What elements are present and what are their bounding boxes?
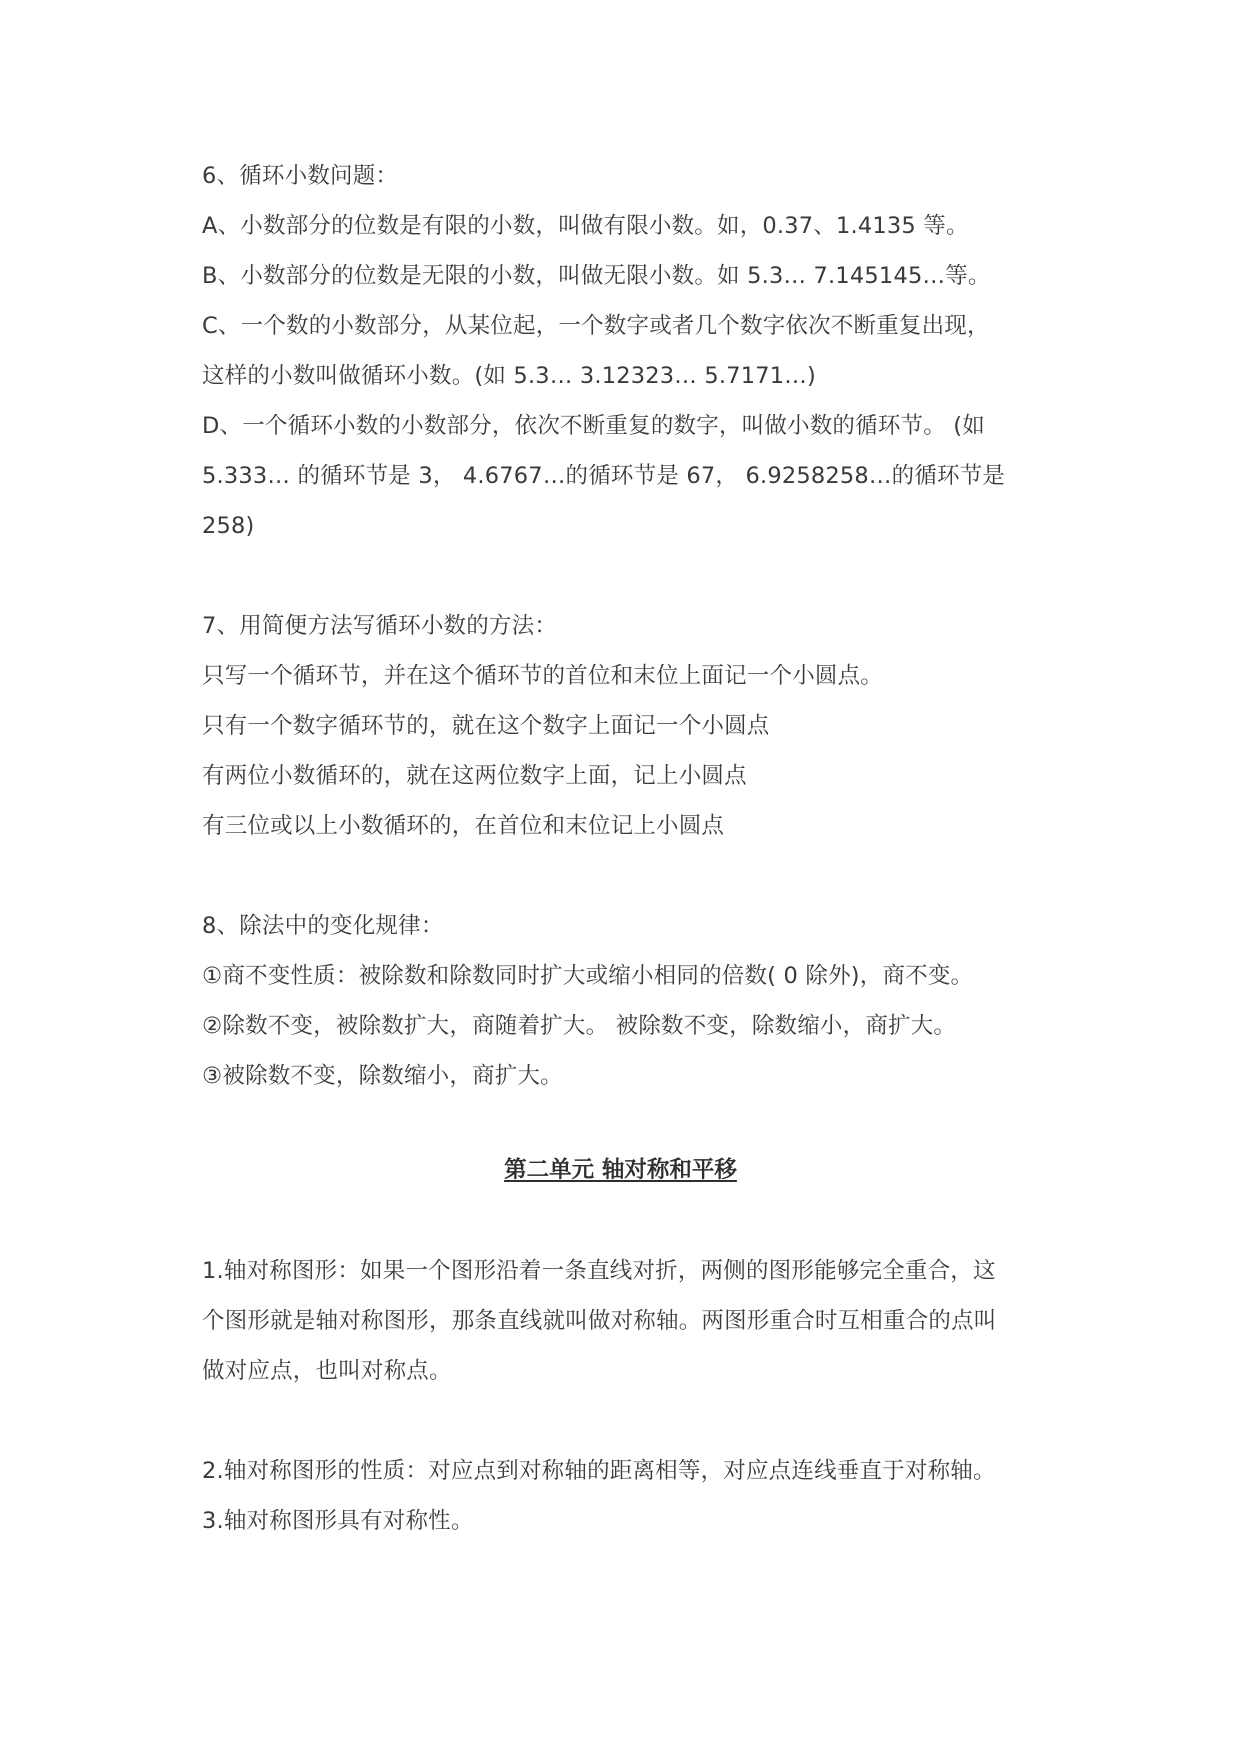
section-8-rule-1: ①商不变性质：被除数和除数同时扩大或缩小相同的倍数( 0 除外)，商不变。: [202, 963, 974, 989]
section-6-item-d-line-1: D、一个循环小数的小数部分，依次不断重复的数字，叫做小数的循环节。 (如: [202, 413, 985, 439]
unit-2-paragraph-3: 3.轴对称图形具有对称性。: [202, 1508, 474, 1534]
section-6-item-c-line-1: C、一个数的小数部分，从某位起，一个数字或者几个数字依次不断重复出现，: [202, 313, 990, 339]
unit-2-paragraph-1-line-1: 1.轴对称图形：如果一个图形沿着一条直线对折，两侧的图形能够完全重合，这: [202, 1258, 996, 1284]
section-6-item-a: A、小数部分的位数是有限的小数，叫做有限小数。如，0.37、1.4135 等。: [202, 213, 969, 239]
section-7-line-1: 只写一个循环节，并在这个循环节的首位和末位上面记一个小圆点。: [202, 663, 884, 689]
section-8-rule-3: ③被除数不变，除数缩小，商扩大。: [202, 1063, 563, 1089]
unit-2-heading: 第二单元 轴对称和平移: [504, 1157, 737, 1183]
section-7-line-3: 有两位小数循环的，就在这两位数字上面，记上小圆点: [202, 763, 747, 789]
section-8-title: 8、除法中的变化规律：: [202, 913, 444, 939]
section-6-item-b: B、小数部分的位数是无限的小数，叫做无限小数。如 5.3… 7.145145…等。: [202, 263, 991, 289]
section-6-title: 6、循环小数问题：: [202, 163, 399, 189]
section-6-item-d-line-3: 258): [202, 513, 255, 539]
section-6-item-d-line-2: 5.333… 的循环节是 3， 4.6767…的循环节是 67， 6.9258258…的循环节是: [202, 463, 1006, 489]
unit-2-paragraph-1-line-2: 个图形就是轴对称图形，那条直线就叫做对称轴。两图形重合时互相重合的点叫: [202, 1308, 997, 1334]
section-7-line-2: 只有一个数字循环节的，就在这个数字上面记一个小圆点: [202, 713, 770, 739]
unit-2-paragraph-2: 2.轴对称图形的性质：对应点到对称轴的距离相等，对应点连线垂直于对称轴。: [202, 1458, 996, 1484]
section-8-rule-2: ②除数不变，被除数扩大，商随着扩大。 被除数不变，除数缩小，商扩大。: [202, 1013, 957, 1039]
section-7-title: 7、用简便方法写循环小数的方法：: [202, 613, 558, 639]
section-7-line-4: 有三位或以上小数循环的，在首位和末位记上小圆点: [202, 813, 725, 839]
unit-2-paragraph-1-line-3: 做对应点，也叫对称点。: [202, 1358, 452, 1384]
section-6-item-c-line-2: 这样的小数叫做循环小数。(如 5.3… 3.12323… 5.7171…): [202, 363, 816, 389]
